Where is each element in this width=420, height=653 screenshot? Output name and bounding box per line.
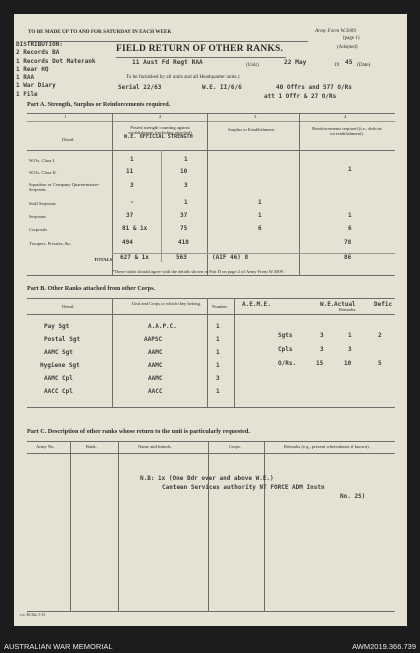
army-form-number: Army Form W.3009: [315, 28, 356, 34]
part-a-header-rule: [27, 150, 395, 151]
top-instruction: TO BE MADE UP TO AND FOR SATURDAY IN EACH WEEK: [28, 29, 172, 35]
page-number: (page 1): [343, 36, 360, 41]
row-label: Squadron or Company Quartermaster-Serjeants: [29, 182, 100, 193]
row-label: Staff Serjeants: [29, 201, 56, 206]
part-b-bottom-rule: [27, 407, 395, 408]
col-number: 3: [254, 114, 257, 119]
distribution-item: 1 War Diary: [16, 82, 56, 90]
summary-label: O/Rs.: [278, 360, 297, 367]
part-c-col-army-no: Army No.: [36, 444, 55, 449]
title-underline: [116, 57, 286, 58]
part-c-note: N.B: 1x (One Bdr over and above W.E.): [140, 475, 274, 482]
attached-number: 3: [216, 375, 220, 382]
archive-footer: [0, 640, 420, 653]
part-a-divider: [299, 113, 300, 275]
row-label: Corporals: [29, 227, 48, 232]
part-c-heading: Part C. Description of other ranks whose return to the unit is particularly requested.: [27, 428, 250, 435]
part-a-bottom-rule: [27, 275, 395, 276]
summary-we: 3: [320, 346, 324, 353]
part-c-divider: [208, 441, 209, 611]
totals-note: *These totals should agree with the details shown in Part D on page 2 of Army Form W.3009.: [112, 269, 285, 274]
col-number: 4: [344, 114, 347, 119]
part-a-subdivider: [161, 150, 162, 262]
summary-actual: 1: [348, 332, 352, 339]
totals-rule: [112, 253, 395, 254]
part-b-col-unit: Unit and Corps to which they belong.: [131, 301, 202, 306]
attached-unit: AAMC: [148, 362, 163, 369]
part-b-heading: Part B. Other Ranks attached from other Corps.: [27, 285, 156, 292]
part-c-bottom-rule: [27, 611, 395, 612]
attached-unit: AAMC: [148, 375, 163, 382]
part-c-divider: [118, 441, 119, 611]
col-surplus-header: Surplus to Establishment.: [228, 127, 276, 132]
part-b-col-number: Number.: [212, 304, 228, 309]
row-label: Troopers, Privates, &c.: [29, 241, 72, 246]
summary-label: Cpls: [278, 346, 293, 353]
distribution-list: [16, 41, 95, 99]
attached-detail: AACC Cpl: [44, 388, 73, 395]
attached-unit: A.A.P.C.: [148, 323, 177, 330]
we-value: 1: [184, 199, 188, 206]
posted-value: -: [130, 199, 134, 206]
attached-detail: Hygiene Sgt: [40, 362, 80, 369]
part-a-top-rule: [27, 113, 395, 114]
reinf-value: 6: [348, 225, 352, 232]
form-page: [14, 14, 407, 626]
part-a-number-rule: [27, 121, 395, 122]
distribution-item: 2 Records BA: [16, 49, 60, 57]
print-mark: s.w. Eb 5kk. 5-35: [20, 613, 46, 617]
part-a-divider: [112, 113, 113, 275]
posted-value: 1: [130, 156, 134, 163]
part-c-note: Canteen Services authority NT FORCE ADM Instn: [162, 484, 325, 491]
attached-detail: Postal Sgt: [44, 336, 81, 343]
archive-name: AUSTRALIAN WAR MEMORIAL: [4, 642, 113, 651]
part-c-header-rule: [27, 453, 395, 454]
col-number: 1: [64, 114, 67, 119]
part-c-divider: [70, 441, 71, 611]
summary-actual: 10: [344, 360, 352, 367]
part-b-top-rule: [27, 298, 395, 299]
part-b-divider: [207, 298, 208, 407]
reinf-value: 1: [348, 212, 352, 219]
we-value: 37: [180, 212, 188, 219]
row-label: W.Os. Class I.: [29, 158, 56, 163]
part-b-col-detail: Detail.: [62, 304, 75, 309]
summary-defic: 2: [378, 332, 382, 339]
officers-count-2: att 1 Offr & 27 O/Rs: [264, 93, 337, 100]
serial-number: Serial 22/63: [118, 84, 162, 91]
part-b-divider: [234, 298, 235, 407]
summary-we: 3: [320, 332, 324, 339]
we-value: 10: [180, 168, 188, 175]
reinf-value: 78: [344, 239, 352, 246]
summary-we: 15: [316, 360, 324, 367]
we-official-strength: W.E. OFFICIAL STRENGTH: [124, 134, 193, 140]
attached-number: 1: [216, 349, 220, 356]
part-c-col-corps: Corps.: [229, 444, 242, 449]
summary-defic-header: Defic: [374, 301, 393, 308]
officers-count-1: 40 Offrs and 577 O/Rs: [276, 84, 352, 91]
war-establishment: W.E. II/6/6: [202, 84, 242, 91]
attached-number: 1: [216, 362, 220, 369]
summary-label: Sgts: [278, 332, 293, 339]
distribution-heading: DISTRIBUTION:: [16, 41, 63, 48]
summary-actual: 3: [348, 346, 352, 353]
row-label: Serjeants: [29, 214, 46, 219]
summary-defic: 5: [378, 360, 382, 367]
posted-value: 37: [126, 212, 134, 219]
attached-number: 1: [216, 323, 220, 330]
part-b-header-rule: [27, 314, 395, 315]
distribution-item: 1 File: [16, 90, 38, 98]
col-detail-header: Detail.: [62, 137, 75, 142]
we-value: 75: [180, 225, 188, 232]
return-year: 45: [345, 59, 353, 66]
totals-reinf: 86: [344, 254, 352, 261]
unit-label: (Unit): [246, 62, 259, 68]
col-reinf-header: Reinforcements required (i.e., deficits on establishment).: [312, 126, 382, 137]
posted-value: 11: [126, 168, 134, 175]
surplus-value: 6: [258, 225, 262, 232]
year-prefix: 19: [334, 62, 340, 68]
summary-actual-header: Actual: [334, 301, 356, 308]
posted-value: 3: [130, 182, 134, 189]
distribution-item: 1 Records Dot Materank: [16, 57, 96, 65]
reinf-value: 1: [348, 166, 352, 173]
part-a-divider: [207, 113, 208, 275]
attached-unit: AAMC: [148, 349, 163, 356]
attached-detail: Pay Sgt: [44, 323, 70, 330]
part-a-heading: Part A. Strength, Surplus or Reinforcements required.: [27, 101, 171, 108]
archive-reference: AWM2019.366.739: [352, 642, 416, 651]
part-b-divider: [112, 298, 113, 407]
furnished-note: To be furnished by all units and all Headquarter units.): [126, 74, 240, 80]
attached-unit: AAPSC: [144, 336, 163, 343]
posted-value: 81 & 1x: [122, 225, 148, 232]
attached-number: 1: [216, 336, 220, 343]
date-label: (Date).: [357, 62, 372, 68]
totals-label: TOTALS: [94, 257, 113, 262]
part-c-divider: [264, 441, 265, 611]
col-posted-header: Posted strength counting against establishment (including attached): [128, 125, 192, 136]
totals-surplus: (AIF 46) 8: [212, 254, 249, 261]
part-b-col-remarks: Remarks.: [339, 307, 357, 312]
attached-number: 1: [216, 388, 220, 395]
form-title: FIELD RETURN OF OTHER RANKS.: [116, 44, 284, 54]
part-c-note: No. 25): [340, 493, 366, 500]
unit-name: 11 Aust Fd Regt RAA: [132, 59, 203, 66]
row-label: W.Os. Class II.: [29, 170, 57, 175]
we-value: 410: [178, 239, 189, 246]
totals-we: 563: [176, 254, 187, 261]
adopted-label: (Adopted): [337, 45, 358, 50]
distribution-item: 1 Rear HQ: [16, 65, 49, 73]
col-number: 2: [159, 114, 162, 119]
posted-value: 494: [122, 239, 133, 246]
distribution-item: 1 RAA: [16, 74, 35, 82]
we-value: 3: [184, 182, 188, 189]
surplus-value: 1: [258, 199, 262, 206]
attached-unit: AACC: [148, 388, 163, 395]
part-c-col-remarks: Remarks (e.g., present whereabouts if known).: [284, 444, 370, 449]
part-c-top-rule: [27, 441, 395, 442]
attached-detail: AAMC Cpl: [44, 375, 73, 382]
we-value: 1: [184, 156, 188, 163]
part-c-col-rank: Rank.: [86, 444, 97, 449]
return-date: 22 May: [284, 59, 307, 66]
part-b-typed-header: A.E.M.E.: [242, 301, 271, 308]
attached-detail: AAMC Sgt: [44, 349, 73, 356]
part-c-col-name: Name and Initials.: [138, 444, 172, 449]
surplus-value: 1: [258, 212, 262, 219]
totals-posted: 627 & 1x: [120, 254, 149, 261]
summary-we-header: W.E.: [320, 301, 335, 308]
